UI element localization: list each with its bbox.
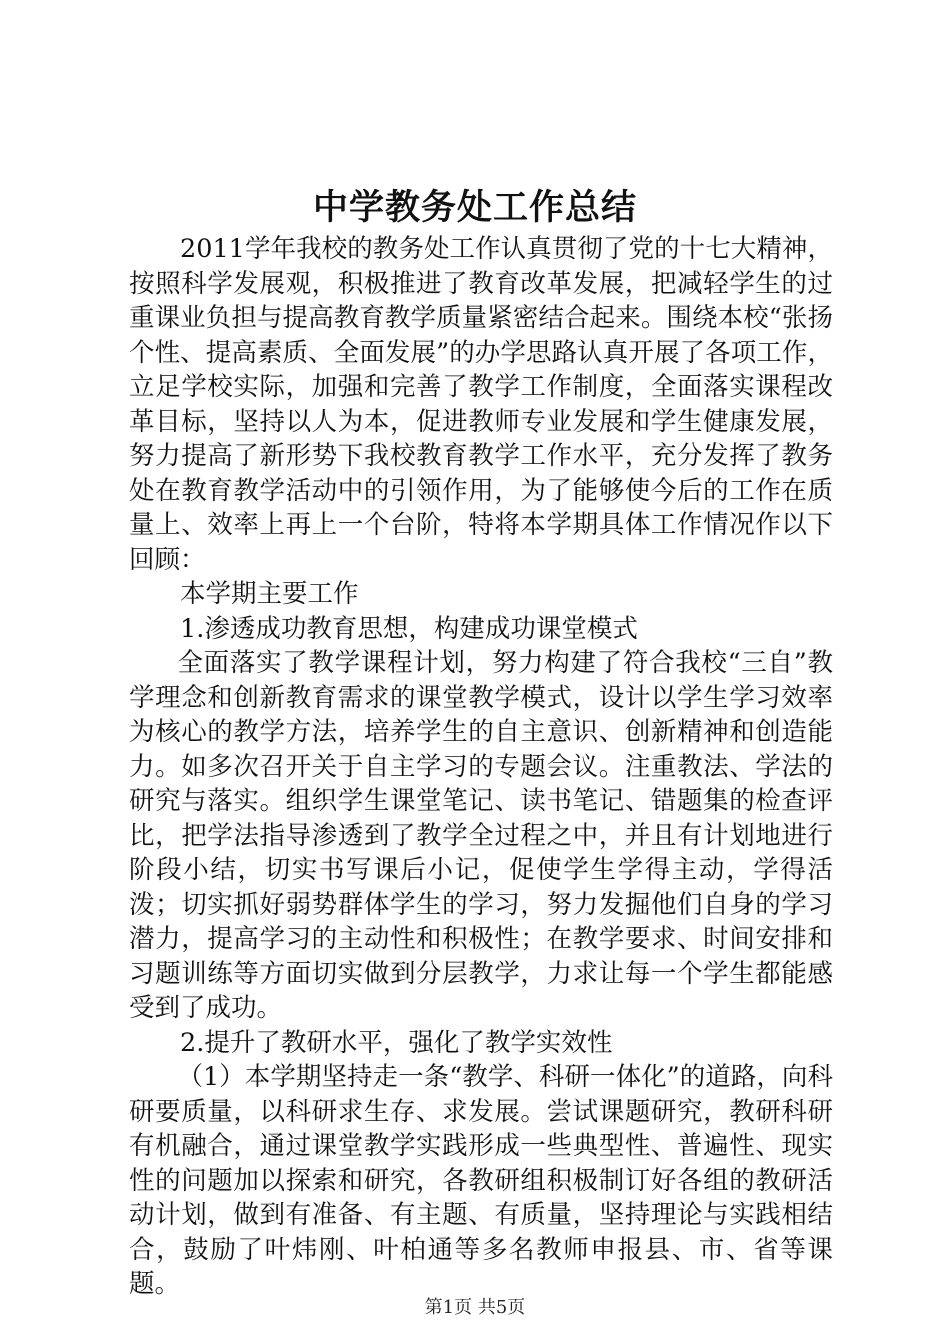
paragraph-body-1: 全面落实了教学课程计划，努力构建了符合我校“三自”教学理念和创新教育需求的课堂教学模式，设计以学生学习效率为核心的教学方法，培养学生的自主意识、创新精神和创造能力。如多次召开关于自主学习的专题会议。注重教法、学法的研究与落实。组织学生课堂笔记、读书笔记、错题集的检查评比，把学法指导渗透到了教学全过程之中，并且有计划地进行阶段小结，切实书写课后小记，促使学生学得主动，学得活泼；切实抓好弱势群体学生的学习，努力发掘他们自身的学习潜力，提高学习的主动性和积极性；在教学要求、时间安排和习题训练等方面切实做到分层教学，力求让每一个学生都能感受到了成功。: [129, 648, 833, 1023]
paragraph-section-heading: 本学期主要工作: [180, 579, 359, 609]
paragraph-subheading-1: 1.渗透成功教育思想，构建成功课堂模式: [180, 613, 638, 644]
document-body: [129, 232, 833, 1302]
paragraph-intro: 2011学年我校的教务处工作认真贯彻了党的十七大精神，按照科学发展观，积极推进了教育改革发展，把减轻学生的过重课业负担与提高教育教学质量紧密结合起来。围绕本校“张扬个性、提高素质、全面发展”的办学思路认真开展了各项工作，立足学校实际，加强和完善了教学工作制度，全面落实课程改革目标，坚持以人为本，促进教师专业发展和学生健康发展，努力提高了新形势下我校教育教学工作水平，充分发挥了教务处在教育教学活动中的引领作用，为了能够使今后的工作在质量上、效率上再上一个台阶，特将本学期具体工作情况作以下回顾：: [129, 234, 833, 575]
document-title: 中学教务处工作总结: [312, 187, 637, 228]
page-footer: 第1页 共5页: [424, 1297, 526, 1318]
paragraph-body-2: （1）本学期坚持走一条“教学、科研一体化”的道路，向科研要质量，以科研求生存、求发展。尝试课题研究，教研科研有机融合，通过课堂教学实践形成一些典型性、普遍性、现实性的问题加以探索和研究，各教研组积极制订好各组的教研活动计划，做到有准备、有主题、有质量，坚持理论与实践相结合，鼓励了叶炜刚、叶柏通等多名教师申报县、市、省等课题。: [129, 1062, 833, 1299]
paragraph-subheading-2: 2.提升了教研水平，强化了教学实效性: [180, 1027, 613, 1058]
